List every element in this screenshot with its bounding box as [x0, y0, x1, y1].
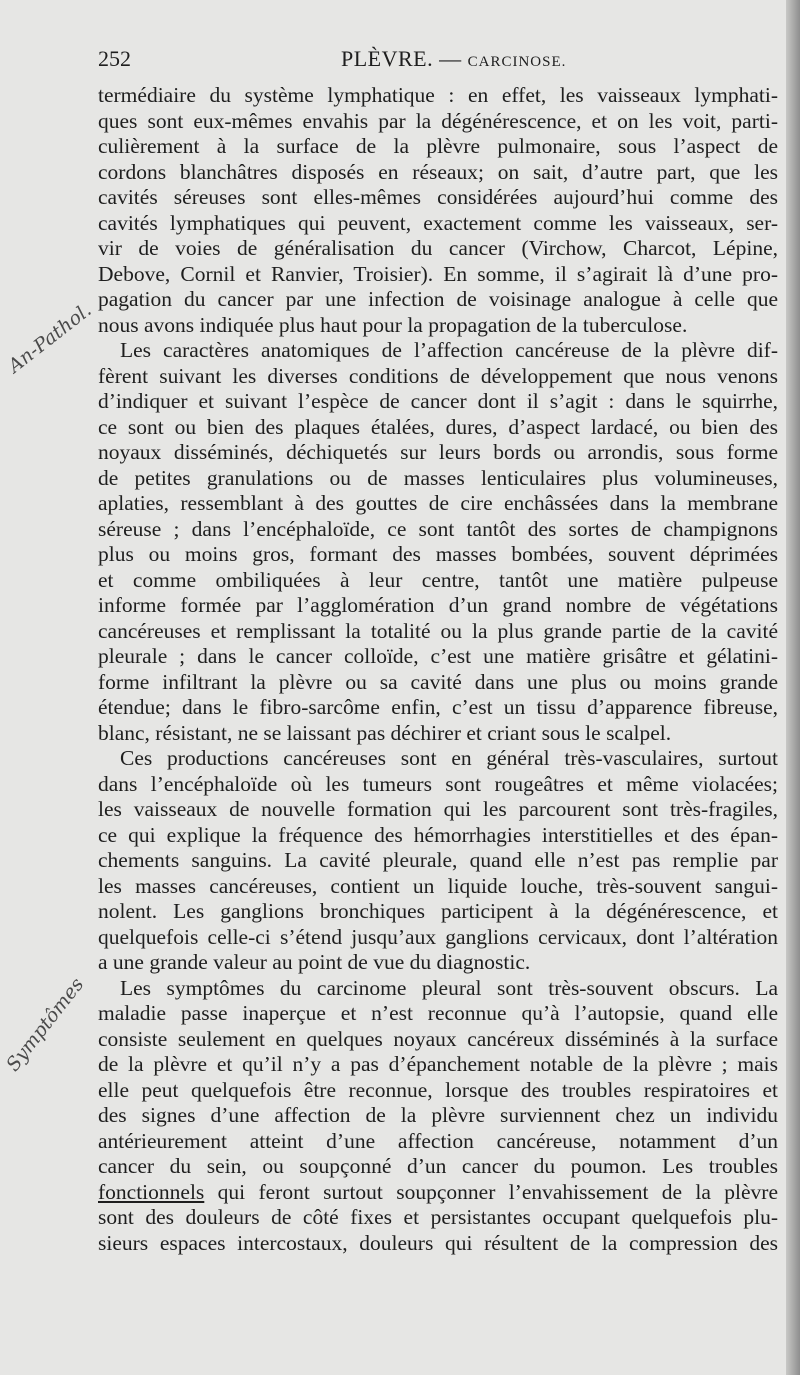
- text-line: cordons blanchâtres disposés en réseaux; on sait, d’autre part, que les: [98, 159, 778, 184]
- running-head-main: PLÈVRE. —: [341, 46, 462, 71]
- text-line: étendue; dans le fibro-sarcôme enfin, c’est un tissu d’apparence fibreuse,: [98, 695, 778, 719]
- text-line: forme infiltrant la plèvre ou sa cavité dans une plus ou moins grande: [98, 669, 778, 694]
- text-line: sont des douleurs de côté fixes et persistantes occupant quelquefois plu-: [98, 1205, 778, 1229]
- text-line: Debove, Cornil et Ranvier, Troisier). En somme, il s’agirait là d’une pro-: [98, 261, 778, 286]
- text-line: de petites granulations ou de masses lenticulaires plus volumineuses,: [98, 465, 778, 490]
- text-line: pleurale ; dans le cancer colloïde, c’est une matière grisâtre et gélatini-: [98, 644, 778, 668]
- text-line: culièrement à la surface de la plèvre pulmonaire, sous l’aspect de: [98, 134, 778, 158]
- text-line: elle peut quelquefois être reconnue, lorsque des troubles respiratoires et: [98, 1077, 778, 1102]
- text-line: de la plèvre et qu’il n’y a pas d’épanchement notable de la plèvre ; mais: [98, 1052, 778, 1076]
- text-line: fèrent suivant les diverses conditions de développement que nous venons: [98, 363, 778, 388]
- text-line: Les symptômes du carcinome pleural sont très-souvent obscurs. La: [120, 975, 778, 1000]
- text-line-rest: qui feront surtout soupçonner l’envahissement de la plèvre: [217, 1179, 778, 1204]
- text-line: plus ou moins gros, formant des masses bombées, souvent déprimées: [98, 542, 778, 566]
- text-line: et comme ombiliquées à leur centre, tantôt une matière pulpeuse: [98, 567, 778, 592]
- text-line: cancéreuses et remplissant la totalité ou la plus grande partie de la cavité: [98, 618, 778, 643]
- margin-note-symptoms: Symptômes: [2, 973, 89, 1076]
- text-line: nolent. Les ganglions bronchiques participent à la dégénérescence, et: [98, 899, 778, 923]
- text-line: ce qui explique la fréquence des hémorrhagies interstitielles et des épan-: [98, 822, 778, 847]
- text-line: cancer du sein, ou soupçonné d’un cancer du poumon. Les troubles: [98, 1154, 778, 1178]
- text-line-with-underline: [98, 1180, 778, 1206]
- underlined-word: fonctionnels: [98, 1179, 205, 1204]
- text-line: consiste seulement en quelques noyaux cancéreux disséminés à la surface: [98, 1026, 778, 1051]
- body-text: [98, 83, 778, 1256]
- running-head: [341, 46, 566, 72]
- margin-note-pathology: An-Pathol.: [4, 299, 96, 378]
- text-line: cavités lymphatiques qui peuvent, exactement comme les vaisseaux, ser-: [98, 210, 778, 235]
- text-line: cavités séreuses sont elles-mêmes considérées aujourd’hui comme des: [98, 185, 778, 209]
- text-line: quelquefois celle-ci s’étend jusqu’aux ganglions cervicaux, dont l’altération: [98, 924, 778, 949]
- text-line: noyaux disséminés, déchiquetés sur leurs bords ou arrondis, sous forme: [98, 440, 778, 464]
- text-line: dans l’encéphaloïde où les tumeurs sont rougeâtres et même violacées;: [98, 771, 778, 796]
- text-line: termédiaire du système lymphatique : en effet, les vaisseaux lymphati-: [98, 83, 778, 107]
- page-header: [98, 46, 778, 76]
- text-line: blanc, résistant, ne se laissant pas déchirer et criant sous le scalpel.: [98, 720, 672, 745]
- text-line: a une grande valeur au point de vue du diagnostic.: [98, 950, 531, 974]
- text-line: aplaties, ressemblant à des gouttes de cire enchâssées dans la membrane: [98, 491, 778, 515]
- text-line: les masses cancéreuses, contient un liquide louche, très-souvent sangui-: [98, 873, 778, 898]
- text-line: maladie passe inaperçue et n’est reconnue qu’à l’autopsie, quand elle: [98, 1001, 778, 1025]
- running-head-sub: CARCINOSE.: [467, 54, 567, 70]
- text-line: d’indiquer et suivant l’espèce de cancer dont il s’agit : dans le squirrhe,: [98, 389, 778, 413]
- text-line: antérieurement atteint d’une affection cancéreuse, notamment d’un: [98, 1128, 778, 1153]
- page-number: 252: [98, 46, 131, 71]
- text-line: sieurs espaces intercostaux, douleurs qui résultent de la compression des: [98, 1230, 778, 1255]
- text-line: les vaisseaux de nouvelle formation qui les parcourent sont très-fragiles,: [98, 797, 778, 821]
- text-line: ques sont eux-mêmes envahis par la dégénérescence, et on les voit, parti-: [98, 108, 778, 133]
- text-line: ce sont ou bien des plaques étalées, dures, d’aspect lardacé, ou bien des: [98, 414, 778, 439]
- text-line: informe formée par l’agglomération d’un grand nombre de végétations: [98, 593, 778, 617]
- text-line: des signes d’une affection de la plèvre surviennent chez un individu: [98, 1103, 778, 1127]
- text-line: Les caractères anatomiques de l’affection cancéreuse de la plèvre dif-: [120, 338, 778, 362]
- text-line: chements sanguins. La cavité pleurale, quand elle n’est pas remplie par: [98, 848, 778, 872]
- text-line: vir de voies de généralisation du cancer (Virchow, Charcot, Lépine,: [98, 236, 778, 260]
- text-line: séreuse ; dans l’encéphaloïde, ce sont tantôt des sortes de champignons: [98, 516, 778, 541]
- text-line: nous avons indiquée plus haut pour la propagation de la tuberculose.: [98, 312, 688, 337]
- page-gutter: [786, 0, 800, 1375]
- text-line: Ces productions cancéreuses sont en général très-vasculaires, surtout: [120, 746, 778, 770]
- text-line: pagation du cancer par une infection de voisinage analogue à celle que: [98, 287, 778, 311]
